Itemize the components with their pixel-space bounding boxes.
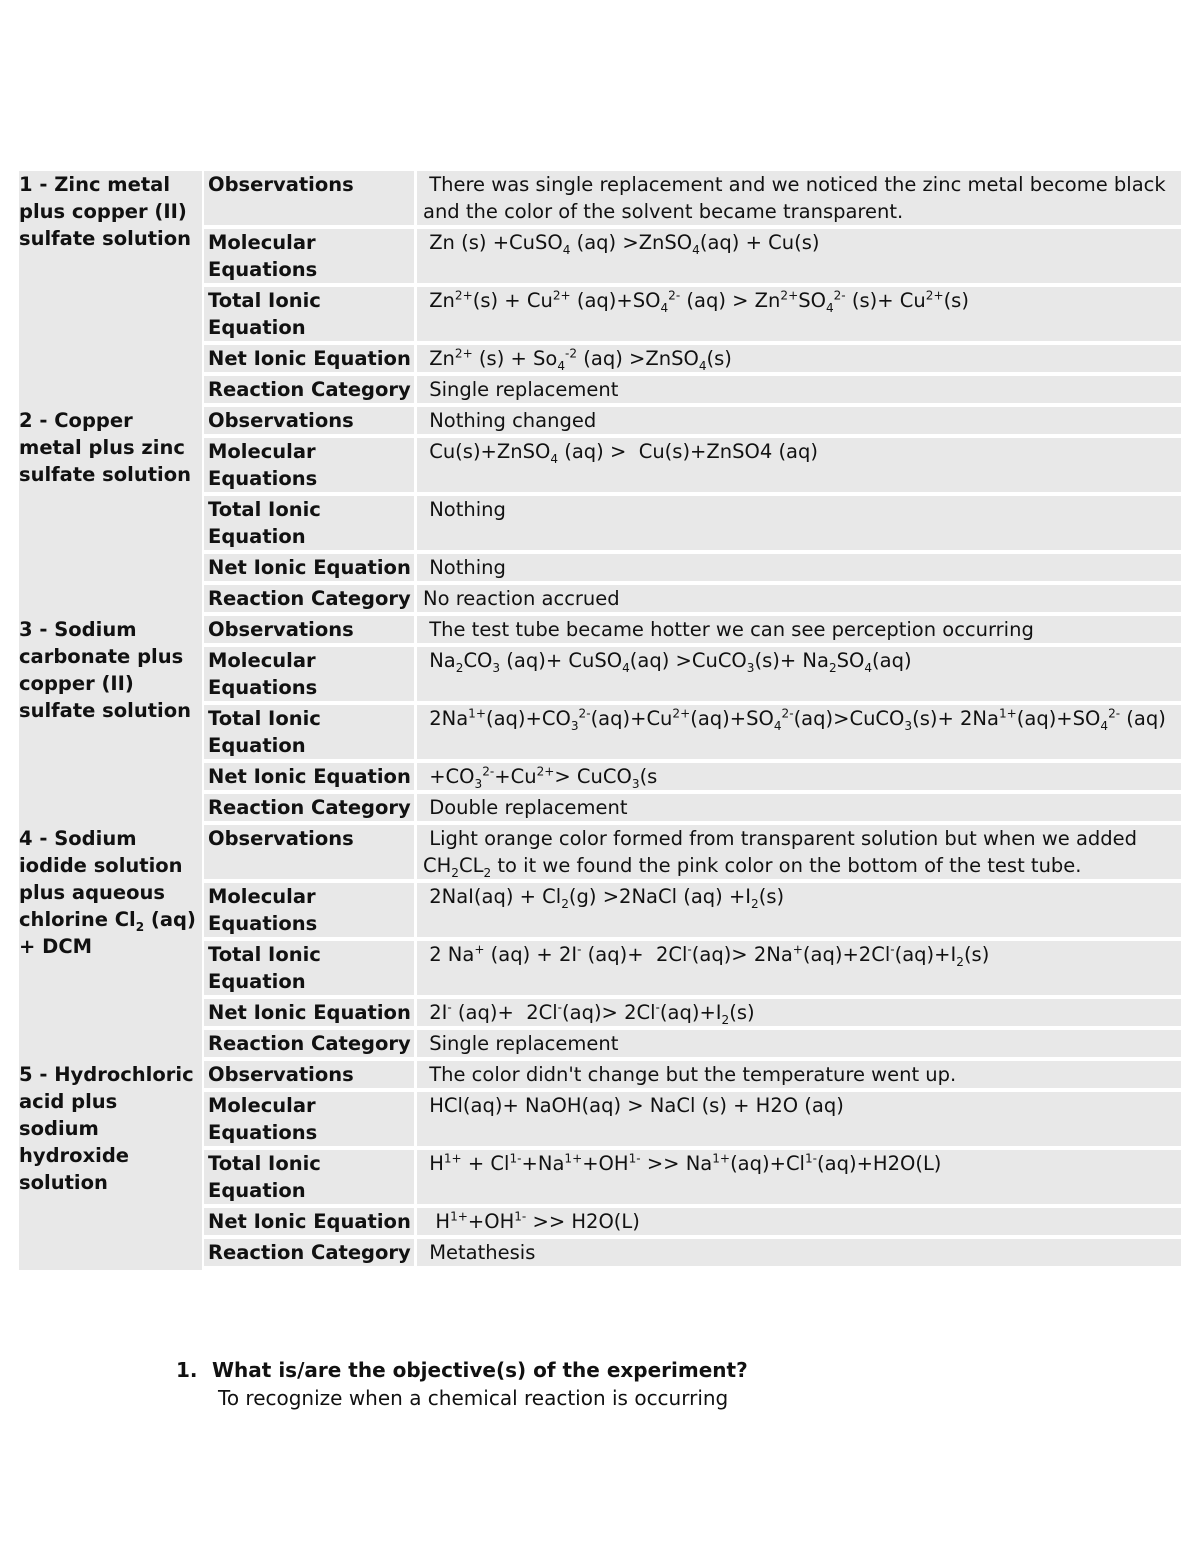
row-value — [414, 705, 1181, 763]
row-value-text: Light orange color formed from transparent solution but when we added $CH_2CL_2$ to it we found the pink color on the bottom of the test tube. — [423, 827, 1144, 880]
row-value — [414, 1061, 1181, 1092]
row-value — [414, 171, 1181, 229]
row-value-text: $2NaI(aq) + Cl_2(g)$ >2NaCl $(aq) +I_2(s)$ — [423, 885, 785, 911]
row-value — [414, 438, 1181, 496]
row-label: Molecular Equations — [202, 1092, 414, 1150]
row-value-text: 2 Na+ (aq) + 2I- $(aq)+ 2Cl^-(aq)> 2Na^+(aq)+2Cl^-(aq)+I_2(s)$ — [423, 942, 990, 969]
row-value-text: Nothing changed — [423, 409, 597, 432]
row-value — [414, 999, 1181, 1030]
row-value — [414, 883, 1181, 941]
row-value — [414, 825, 1181, 883]
row-label: Molecular Equations — [202, 647, 414, 705]
row-value-text: Nothing — [423, 556, 506, 579]
answer-text: To recognize when a chemical reaction is occurring — [218, 1386, 729, 1410]
row-label: Observations — [202, 616, 414, 647]
row-value-text: Metathesis — [423, 1241, 536, 1264]
row-value — [414, 794, 1181, 825]
row-value — [414, 1208, 1181, 1239]
row-value — [414, 941, 1181, 999]
row-label: Reaction Category — [202, 376, 414, 407]
row-value-text: No reaction accrued — [423, 587, 620, 610]
row-value — [414, 585, 1181, 616]
row-label: Molecular Equations — [202, 229, 414, 287]
table-row — [19, 171, 1181, 229]
row-value — [414, 1239, 1181, 1270]
reaction-title: 3 - Sodium carbonate plus copper (II) sulfate solution — [19, 616, 202, 825]
row-label: Total Ionic Equation — [202, 705, 414, 763]
row-value — [414, 496, 1181, 554]
row-value — [414, 1150, 1181, 1208]
row-value-text: The color didn't change but the temperature went up. — [423, 1063, 957, 1086]
row-label: Molecular Equations — [202, 883, 414, 941]
row-label: Total Ionic Equation — [202, 496, 414, 554]
row-value-text: $+CO_3^{2-}+Cu^{2+}>$ CuCO$_3$(s — [423, 764, 658, 791]
row-value — [414, 345, 1181, 376]
row-value — [414, 1092, 1181, 1150]
row-label: Reaction Category — [202, 1239, 414, 1270]
row-value-text: $Zn^{2+}(s) + Cu^{2+}$ $(aq)+SO_4^{2-}$ $(aq) > Zn^{2+}SO_4^{2-}$ $(s)+ Cu^{2+}(s)$ — [423, 288, 969, 315]
row-value-text: There was single replacement and we noticed the zinc metal become black and the color of the solvent became transparent. — [423, 173, 1172, 223]
row-label: Total Ionic Equation — [202, 287, 414, 345]
row-value-text: Zn (s) +CuSO$_4$ (aq) >ZnSO$_4$(aq) + Cu(s) — [423, 231, 820, 257]
row-label: Total Ionic Equation — [202, 941, 414, 999]
row-label: Reaction Category — [202, 794, 414, 825]
row-label: Observations — [202, 1061, 414, 1092]
reactions-table — [19, 171, 1181, 1270]
row-label: Net Ionic Equation — [202, 999, 414, 1030]
row-value-text: The test tube became hotter we can see perception occurring — [423, 618, 1034, 641]
row-value — [414, 554, 1181, 585]
row-value — [414, 616, 1181, 647]
row-label: Observations — [202, 825, 414, 883]
row-label: Reaction Category — [202, 585, 414, 616]
row-value — [414, 287, 1181, 345]
row-label: Molecular Equations — [202, 438, 414, 496]
row-label: Net Ionic Equation — [202, 554, 414, 585]
row-value — [414, 407, 1181, 438]
row-value-text: $H^{1+} + Cl^{1-}+Na^{1+}+OH^{1-} >> Na^{1+}(aq)+Cl^{1-}(aq)+H2O(L)$ — [423, 1151, 942, 1175]
question-list — [176, 1356, 748, 1412]
row-value-text: $H^{1+}+OH^{1-} >> H2O(L)$ — [423, 1209, 640, 1233]
row-value-text: 2I- $(aq)+ 2Cl^-(aq)> 2Cl^-(aq)+I_2(s)$ — [423, 1000, 755, 1027]
row-label: Total Ionic Equation — [202, 1150, 414, 1208]
table-row — [19, 825, 1181, 883]
row-value — [414, 763, 1181, 794]
row-label: Net Ionic Equation — [202, 1208, 414, 1239]
reaction-title: 2 - Copper metal plus zinc sulfate solution — [19, 407, 202, 616]
question-item — [176, 1356, 748, 1384]
reaction-title: 5 - Hydrochloric acid plus sodium hydroxide solution — [19, 1061, 202, 1270]
row-value — [414, 647, 1181, 705]
row-label: Observations — [202, 407, 414, 438]
row-value-text: Double replacement — [423, 796, 628, 819]
reaction-title: 4 - Sodium iodide solution plus aqueous chlorine $Cl_2$ (aq) + DCM — [19, 825, 202, 1061]
row-value-text: Single replacement — [423, 378, 619, 401]
row-label: Observations — [202, 171, 414, 229]
row-label: Net Ionic Equation — [202, 763, 414, 794]
table-row — [19, 407, 1181, 438]
table-row — [19, 616, 1181, 647]
row-value-text: Single replacement — [423, 1032, 619, 1055]
row-value — [414, 1030, 1181, 1061]
table-row — [19, 1061, 1181, 1092]
question-number: 1. — [176, 1358, 198, 1382]
row-label: Reaction Category — [202, 1030, 414, 1061]
row-value — [414, 229, 1181, 287]
row-value-text: $Na_2CO_3$ (aq)+ CuSO$_4$(aq) >CuCO$_3$(s)+ $Na_2SO_4(aq)$ — [423, 649, 912, 675]
row-value-text: Cu(s)+ZnSO$_4$ (aq) > Cu(s)+ZnSO4 (aq) — [423, 440, 818, 466]
question-text: What is/are the objective(s) of the experiment? — [212, 1358, 748, 1382]
row-label: Net Ionic Equation — [202, 345, 414, 376]
row-value-text: $Zn^{2+}$ $(s) + So_4^{-2}$ (aq) >ZnSO$_4$(s) — [423, 346, 732, 373]
row-value-text: Nothing — [423, 498, 506, 521]
row-value-text: HCl(aq)+ NaOH(aq) > NaCl (s) + H2O (aq) — [423, 1094, 844, 1117]
reaction-title: 1 - Zinc metal plus copper (II) sulfate solution — [19, 171, 202, 407]
row-value-text: $2Na^{1+}(aq)+CO_3^{2-}(aq)+Cu^{2+}(aq)+SO_4^{2-}(aq)>CuCO_3(s)+ 2Na^{1+}(aq)+SO_4^{2-}$ (aq) — [423, 706, 1166, 733]
row-value — [414, 376, 1181, 407]
